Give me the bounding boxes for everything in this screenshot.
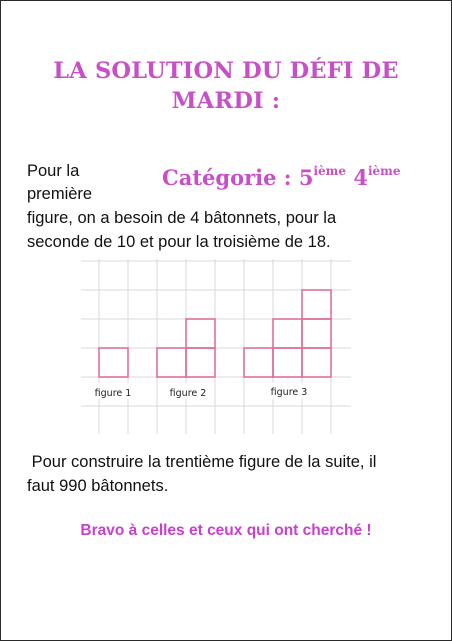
figure-1-square	[99, 348, 128, 377]
figure-1-label: figure 1	[94, 388, 132, 399]
figure-2-square	[186, 319, 215, 348]
figure-3-square	[244, 348, 273, 377]
category-level-2-suffix: ième	[367, 164, 401, 178]
intro-line-1: Pour la	[27, 162, 80, 180]
bravo-message: Bravo à celles et ceux qui ont cherché !	[80, 522, 372, 539]
title-line-1: LA SOLUTION DU DÉFI DE	[53, 58, 399, 84]
figure-2-square	[186, 348, 215, 377]
intro-line-2: première	[27, 185, 93, 203]
figure-2-square	[157, 348, 186, 377]
intro-start	[27, 160, 92, 206]
figures-illustration	[81, 259, 353, 442]
figure-3-square	[273, 319, 302, 348]
category-heading	[162, 156, 400, 193]
figure-3-square	[273, 348, 302, 377]
category-level-2: 4	[353, 165, 368, 190]
figure-3-square	[302, 319, 331, 348]
intro-line-3: figure, on a besoin de 4 bâtonnets, pour la	[27, 209, 337, 227]
background-grid	[81, 259, 351, 434]
answer-line-1: Pour construire la trentième figure de la suite, il	[27, 453, 377, 471]
category-label: Catégorie :	[162, 165, 299, 190]
intro-continued	[27, 206, 447, 254]
figure-3-square	[302, 290, 331, 319]
category-level-1: 5	[298, 165, 314, 190]
figures-svg	[81, 259, 353, 437]
figure-2-label: figure 2	[169, 388, 207, 399]
figure-3-label: figure 3	[270, 387, 308, 398]
intro-line-4: seconde de 10 et pour la troisième de 18.	[27, 233, 331, 251]
answer-line-2: faut 990 bâtonnets.	[27, 477, 169, 495]
page-title	[1, 56, 451, 116]
title-line-2: MARDI :	[171, 88, 281, 114]
answer-text	[27, 450, 447, 498]
category-level-1-suffix: ième	[313, 164, 347, 178]
figure-3-square	[302, 348, 331, 377]
